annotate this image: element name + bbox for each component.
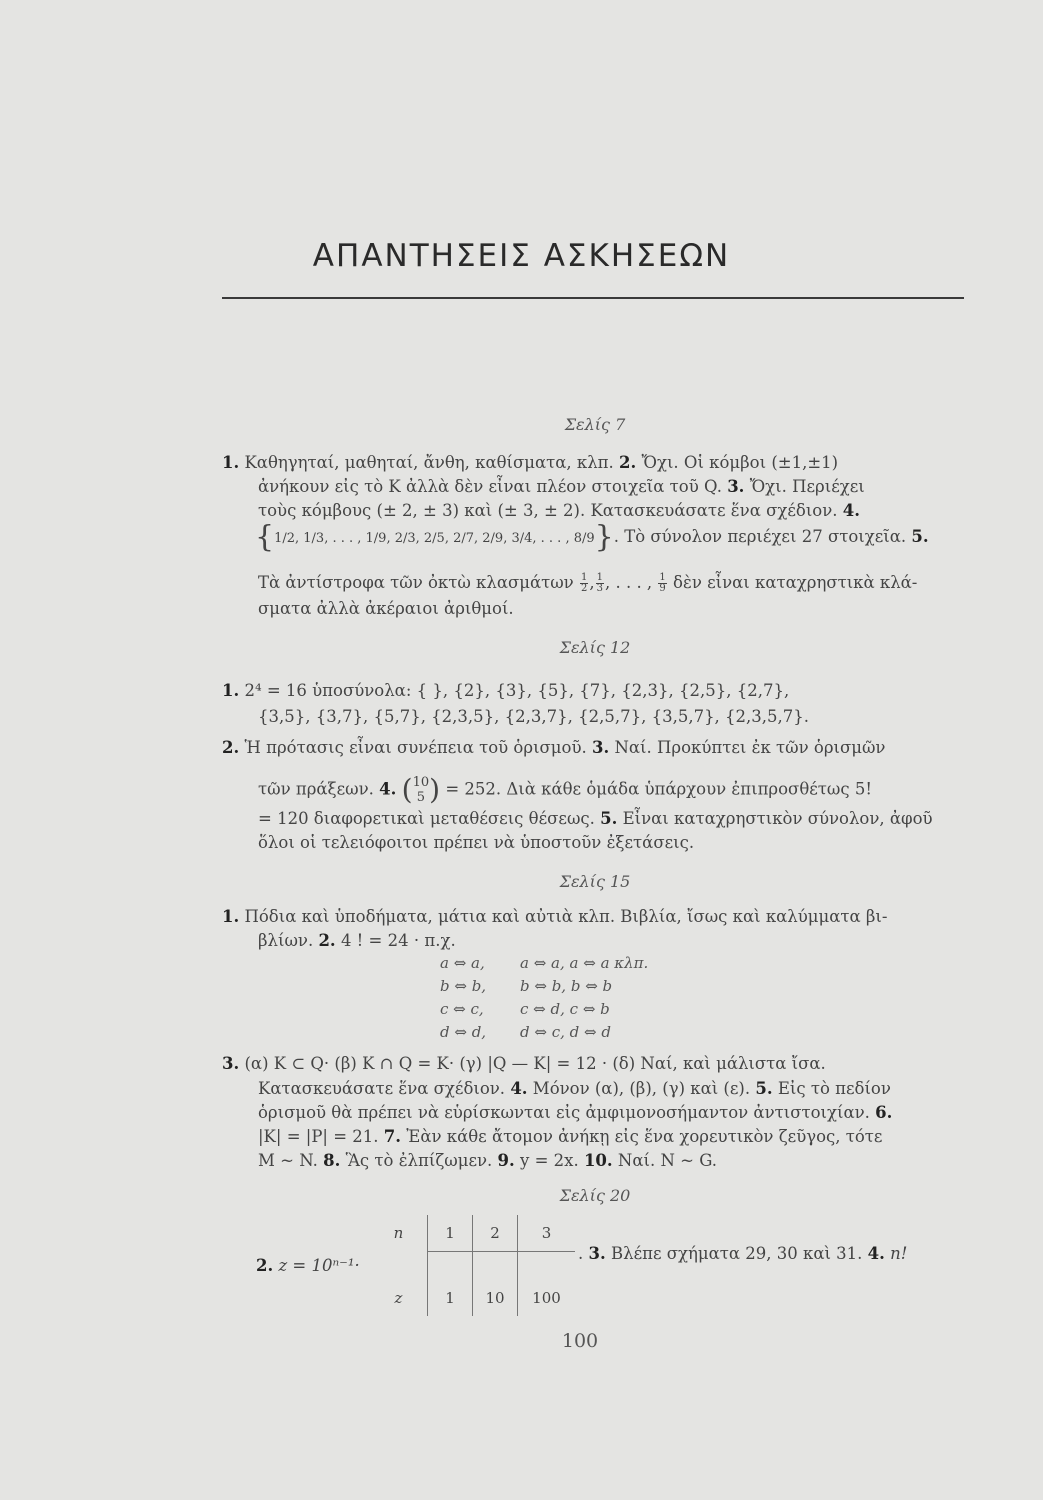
relation-cell: c ⇔ c,	[440, 1000, 484, 1018]
fraction: $\frac{1}{9}$	[659, 572, 666, 594]
relation-row	[440, 954, 648, 972]
answer-text: ἀνήκουν εἰς τὸ K ἀλλὰ δὲν εἶναι πλέον στοιχεῖα τοῦ Q.	[258, 477, 722, 496]
value-table	[370, 1215, 575, 1316]
answer-text: = 252. Διὰ κάθε ὁμάδα ὑπάρχουν ἐπιπροσθέτως 5!	[445, 779, 872, 799]
answer-text: Ἡ πρότασις εἶναι συνέπεια τοῦ ὁρισμοῦ.	[244, 738, 587, 757]
answer-text: |K| = |P| = 21.	[258, 1127, 379, 1146]
fraction: $\frac{1}{2}$	[580, 572, 588, 594]
answer-line: {1/2, 1/3, . . . , 1/9, 2/3, 2/5, 2/7, 2/9, 3/4, . . . , 8/9}. Τὸ σύνολον περιέχει 27 στοιχεῖα. 5.	[255, 519, 929, 555]
exercise-number: 2.	[318, 931, 336, 950]
table-cell: 100	[518, 1280, 576, 1316]
answer-text: σματα ἀλλὰ ἀκέραιοι ἀριθμοί.	[258, 599, 514, 618]
relation-cell: a ⇔ a,	[440, 954, 485, 972]
binomial-coefficient	[413, 775, 430, 805]
relation-cell: b ⇔ b, b ⇔ b	[520, 977, 613, 995]
table-row	[370, 1280, 575, 1316]
answer-text: Ναί. N ~ G.	[617, 1151, 718, 1170]
exercise-number: 1.	[222, 453, 240, 472]
relation-row	[440, 977, 612, 995]
table-divider-row	[370, 1252, 575, 1281]
answer-text: δὲν εἶναι καταχρηστικὰ κλά-	[673, 573, 918, 592]
exercise-number: 5.	[600, 809, 618, 828]
answer-line	[258, 500, 860, 522]
answer-text: Ἐὰν κάθε ἄτομον ἀνήκῃ εἰς ἕνα χορευτικὸν ζεῦγος, τότε	[406, 1127, 883, 1146]
exercise-number: 4.	[842, 501, 860, 520]
exercise-number: 10.	[583, 1151, 613, 1170]
answer-text: Εἶναι καταχρηστικὸν σύνολον, ἀφοῦ	[622, 809, 933, 828]
exercise-number: 5.	[755, 1079, 773, 1098]
exercise-number: 3.	[591, 738, 610, 757]
answer-line	[258, 1150, 717, 1172]
set-brace-open: {	[255, 519, 275, 555]
answer-text: Κατασκευάσατε ἕνα σχέδιον.	[258, 1079, 506, 1098]
relation-cell: d ⇔ d,	[440, 1023, 487, 1041]
answer-text: τῶν πράξεων.	[258, 779, 374, 799]
answer-text: y = 2x.	[520, 1151, 579, 1170]
answer-text: (α) K ⊂ Q· (β) K ∩ Q = K· (γ) |Q — K| = 12 · (δ) Ναί, καὶ μάλιστα ἴσα.	[244, 1054, 826, 1073]
answer-line	[222, 1053, 826, 1075]
table-cell: 10	[473, 1280, 518, 1316]
answer-text: Τὸ σύνολον περιέχει 27 στοιχεῖα.	[624, 527, 907, 546]
exercise-number: 5.	[911, 527, 929, 546]
exercise-number: 3.	[727, 477, 745, 496]
answer-line	[258, 598, 514, 620]
exercise-number: 4.	[379, 779, 397, 799]
answer-text: 2⁴ = 16 ὑποσύνολα: { }, {2}, {3}, {5}, {7}, {2,3}, {2,5}, {2,7},	[244, 681, 790, 700]
answer-line	[222, 680, 789, 702]
relation-cell: b ⇔ b,	[440, 977, 487, 995]
answer-text: Μόνον (α), (β), (γ) καὶ (ε).	[532, 1079, 751, 1098]
answer-text: {3,5}, {3,7}, {5,7}, {2,3,5}, {2,3,7}, {2,5,7}, {3,5,7}, {2,3,5,7}.	[258, 707, 810, 726]
binomial-top: 10	[412, 775, 430, 790]
exercise-number: 3.	[222, 1054, 240, 1073]
page-number: 100	[561, 1330, 599, 1352]
answer-text: Ἃς τὸ ἐλπίζωμεν.	[345, 1151, 493, 1170]
section-heading-12: Σελίς 12	[559, 638, 631, 657]
exercise-number: 3.	[588, 1244, 606, 1263]
answer-text: Εἰς τὸ πεδίον	[777, 1079, 891, 1098]
answer-text: Ὄχι. Οἱ κόμβοι (±1,±1)	[641, 453, 839, 472]
answer-line	[258, 1126, 883, 1148]
exercise-number: 6.	[875, 1103, 893, 1122]
exercise-number: 1.	[222, 681, 240, 700]
answer-text: 4 ! = 24 · π.χ.	[340, 931, 456, 950]
page-title: ΑΠΑΝΤΗΣΕΙΣ ΑΣΚΗΣΕΩΝ	[312, 238, 731, 274]
exercise-number: 2.	[222, 738, 240, 757]
answer-text: ὁρισμοῦ θὰ πρέπει νὰ εὑρίσκωνται εἰς ἀμφιμονοσήμαντον ἀντιστοιχίαν.	[258, 1103, 870, 1122]
relation-row	[440, 1000, 610, 1018]
formula: z = 10ⁿ⁻¹·	[278, 1256, 360, 1275]
section-heading-15: Σελίς 15	[559, 872, 631, 891]
table-cell: 1	[428, 1280, 473, 1316]
exercise-number: 1.	[222, 907, 240, 926]
answer-text: = 120 διαφορετικαὶ μεταθέσεις θέσεως.	[258, 809, 595, 828]
exercise-number: 7.	[383, 1127, 402, 1146]
table-cell: 3	[518, 1215, 576, 1252]
binomial-close: )	[429, 773, 441, 806]
exercise-number: 4.	[867, 1244, 885, 1263]
table-cell: n	[393, 1224, 404, 1243]
table-cell: z	[394, 1289, 403, 1307]
answer-text: n!	[890, 1244, 908, 1263]
exercise-number: 2.	[256, 1256, 274, 1275]
fraction-set: 1/2, 1/3, . . . , 1/9, 2/3, 2/5, 2/7, 2/9, 3/4, . . . , 8/9	[274, 531, 595, 546]
answer-line	[222, 452, 838, 474]
relation-row	[440, 1023, 611, 1041]
relation-cell: d ⇔ c, d ⇔ d	[520, 1023, 611, 1041]
answer-text: Ὄχι. Περιέχει	[749, 477, 865, 496]
answer-line	[258, 770, 872, 810]
answer-text: ὅλοι οἱ τελειόφοιτοι πρέπει νὰ ὑποστοῦν ἐξετάσεις.	[258, 833, 695, 852]
exercise-number: 9.	[497, 1151, 515, 1170]
answer-text: Τὰ ἀντίστροφα τῶν ὀκτὼ κλασμάτων	[258, 573, 574, 592]
answer-line	[258, 930, 456, 952]
table-cell: 2	[473, 1215, 518, 1252]
fraction: $\frac{1}{3}$	[596, 572, 603, 594]
exercise-number: 8.	[323, 1151, 341, 1170]
section-heading-20: Σελίς 20	[559, 1186, 631, 1205]
relation-cell: a ⇔ a, a ⇔ a κλπ.	[520, 954, 649, 972]
set-brace-close: }	[594, 519, 614, 555]
table-cell: 1	[428, 1215, 473, 1252]
answer-text: βλίων.	[258, 931, 314, 950]
answer-text: M ~ N.	[258, 1151, 318, 1170]
answer-line	[256, 1255, 360, 1277]
answer-line	[258, 476, 865, 498]
table-row	[370, 1215, 575, 1252]
exercise-number: 4.	[510, 1079, 528, 1098]
answer-line	[258, 1102, 892, 1124]
binomial-bottom: 5	[416, 790, 425, 805]
exercise-number: 2.	[619, 453, 637, 472]
title-rule	[222, 297, 964, 299]
binomial-open: (	[401, 773, 413, 806]
relation-cell: c ⇔ d, c ⇔ b	[520, 1000, 610, 1018]
answer-line	[258, 808, 933, 830]
answer-line	[222, 737, 885, 759]
answer-text: Ναί. Προκύπτει ἐκ τῶν ὁρισμῶν	[614, 738, 886, 757]
answer-text: Βλέπε σχήματα 29, 30 καὶ 31.	[610, 1244, 863, 1263]
answer-text: Καθηγηταί, μαθηταί, ἄνθη, καθίσματα, κλπ.	[244, 453, 614, 472]
answer-line	[222, 906, 887, 928]
answer-line	[258, 832, 694, 854]
section-heading-7: Σελίς 7	[564, 415, 626, 434]
answer-line: . 3. Βλέπε σχήματα 29, 30 καὶ 31. 4. n!	[578, 1244, 908, 1263]
answer-text: Πόδια καὶ ὑποδήματα, μάτια καὶ αὐτιὰ κλπ. Βιβλία, ἴσως καὶ καλύμματα βι-	[244, 907, 888, 926]
answer-text: τοὺς κόμβους (± 2, ± 3) καὶ (± 3, ± 2). Κατασκευάσατε ἕνα σχέδιον.	[258, 501, 838, 520]
answer-line: Τὰ ἀντίστροφα τῶν ὀκτὼ κλασμάτων $\frac{1}{2}$ , $\frac{1}{3}$ , . . . , $\frac{1}{9}$ δὲν εἶναι καταχρηστικὰ κλά-	[258, 572, 918, 594]
answer-line	[258, 706, 809, 728]
answer-line	[258, 1078, 891, 1100]
